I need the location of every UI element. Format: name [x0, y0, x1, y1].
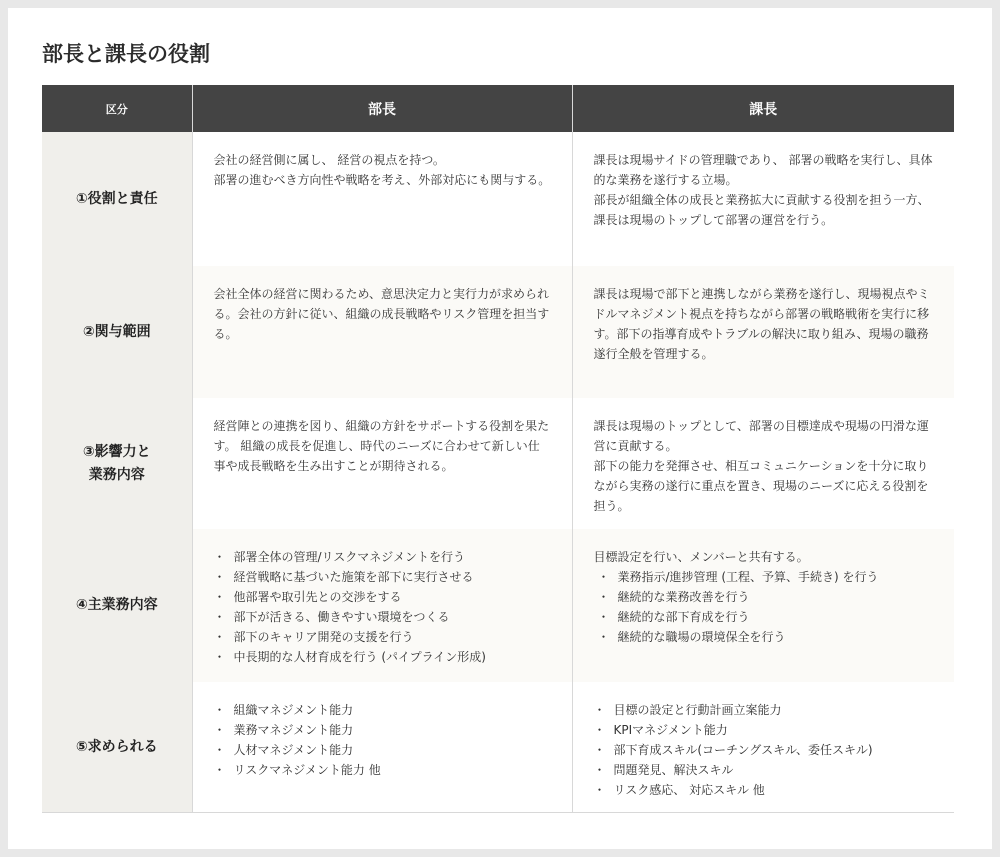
cell-bucho-duties	[192, 529, 572, 682]
list-item: ・ 継続的な部下育成を行う	[598, 607, 935, 627]
list-item: ・ リスクマネジメント能力 他	[214, 760, 552, 780]
list-item: ・ 他部署や取引先との交渉をする	[214, 587, 552, 607]
text-line: 課長は現場サイドの管理職であり、 部署の戦略を実行し、具体的な業務を遂行する立場。	[593, 153, 933, 187]
list-item: ・ 継続的な業務改善を行う	[598, 587, 935, 607]
list-item: ・ 部下が活きる、働きやすい環境をつくる	[214, 607, 552, 627]
list-item: ・ 部下のキャリア開発の支援を行う	[214, 627, 552, 647]
label-line: 業務内容	[88, 466, 145, 483]
row-label-required-skills: ⑤求められる	[42, 682, 192, 812]
list-item: ・ 業務マネジメント能力	[214, 720, 552, 740]
bullet-list	[598, 567, 935, 647]
bullet-list	[214, 700, 552, 780]
row-label-scope: ②関与範囲	[42, 266, 192, 398]
bullet-list	[214, 547, 552, 667]
roles-table	[42, 85, 954, 813]
list-item: ・ 組織マネジメント能力	[214, 700, 552, 720]
cell-kacho-skills	[572, 682, 954, 812]
list-item: ・ リスク感応、 対応スキル 他	[594, 780, 935, 800]
label-line: ③影響力と	[82, 444, 151, 461]
cell-kacho-scope	[572, 266, 954, 398]
list-item: ・ 部署全体の管理/リスクマネジメントを行う	[214, 547, 552, 567]
list-item: ・ 目標の設定と行動計画立案能力	[594, 700, 935, 720]
text-line: 会社の経営側に属し、 経営の視点を持つ。	[213, 153, 445, 167]
cell-kacho-influence	[572, 398, 954, 529]
table-row	[42, 132, 954, 266]
list-item: ・ 部下育成スキル(コーチングスキル、委任スキル)	[594, 740, 935, 760]
page-frame	[8, 8, 992, 849]
header-kacho: 課長	[572, 85, 954, 132]
text-line: 部署の進むべき方向性や戦略を考え、外部対応にも関与する。	[213, 173, 551, 187]
header-bucho: 部長	[192, 85, 572, 132]
text-line: 部下の能力を発揮させ、相互コミュニケーションを十分に取りながら実務の遂行に重点を置き、現場のニーズに応える役割を担う。	[593, 459, 929, 513]
table-row	[42, 266, 954, 398]
cell-bucho-influence	[192, 398, 572, 529]
page-title: 部長と課長の役割	[42, 42, 210, 66]
cell-kacho-duties	[572, 529, 954, 682]
text-line: 目標設定を行い、メンバーと共有する。	[593, 550, 809, 564]
cell-kacho-role	[572, 132, 954, 266]
bullet-list	[594, 700, 935, 800]
text-line: 会社全体の経営に関わるため、意思決定力と実行力が求められる。会社の方針に従い、組織の成長戦略やリスク管理を担当する。	[213, 287, 550, 341]
list-item: ・ KPIマネジメント能力	[594, 720, 935, 740]
row-label-influence	[42, 398, 192, 529]
text-line: 部長が組織全体の成長と業務拡大に貢献する役割を担う一方、 課長は現場のトップして部署の運営を行う。	[593, 193, 930, 227]
text-line: 課長は現場のトップとして、部署の目標達成や現場の円滑な運営に貢献する。	[593, 419, 929, 453]
list-item: ・ 業務指示/進捗管理 (工程、予算、手続き) を行う	[598, 567, 935, 587]
table-row	[42, 682, 954, 812]
table-row	[42, 529, 954, 682]
text-line: 課長は現場で部下と連携しながら業務を遂行し、現場視点やミドルマネジメント視点を持ちながら部署の戦略戦術を実行に移す。部下の指導育成やトラブルの解決に取り組み、現場の職務遂行全般を管理する。	[593, 287, 930, 361]
header-category: 区分	[42, 85, 192, 132]
list-item: ・ 経営戦略に基づいた施策を部下に実行させる	[214, 567, 552, 587]
list-item: ・ 中長期的な人材育成を行う (パイプライン形成)	[214, 647, 552, 667]
cell-bucho-skills	[192, 682, 572, 812]
list-item: ・ 問題発見、解決スキル	[594, 760, 935, 780]
table-row	[42, 398, 954, 529]
text-line: 経営陣との連携を図り、組織の方針をサポートする役割を果たす。 組織の成長を促進し、時代のニーズに合わせて新しい仕事や成長戦略を生み出すことが期待される。	[213, 419, 550, 473]
cell-bucho-role	[192, 132, 572, 266]
row-label-main-duties: ④主業務内容	[42, 529, 192, 682]
list-item: ・ 継続的な職場の環境保全を行う	[598, 627, 935, 647]
table-header-row	[42, 85, 954, 132]
cell-bucho-scope	[192, 266, 572, 398]
list-item: ・ 人材マネジメント能力	[214, 740, 552, 760]
row-label-role: ①役割と責任	[42, 132, 192, 266]
